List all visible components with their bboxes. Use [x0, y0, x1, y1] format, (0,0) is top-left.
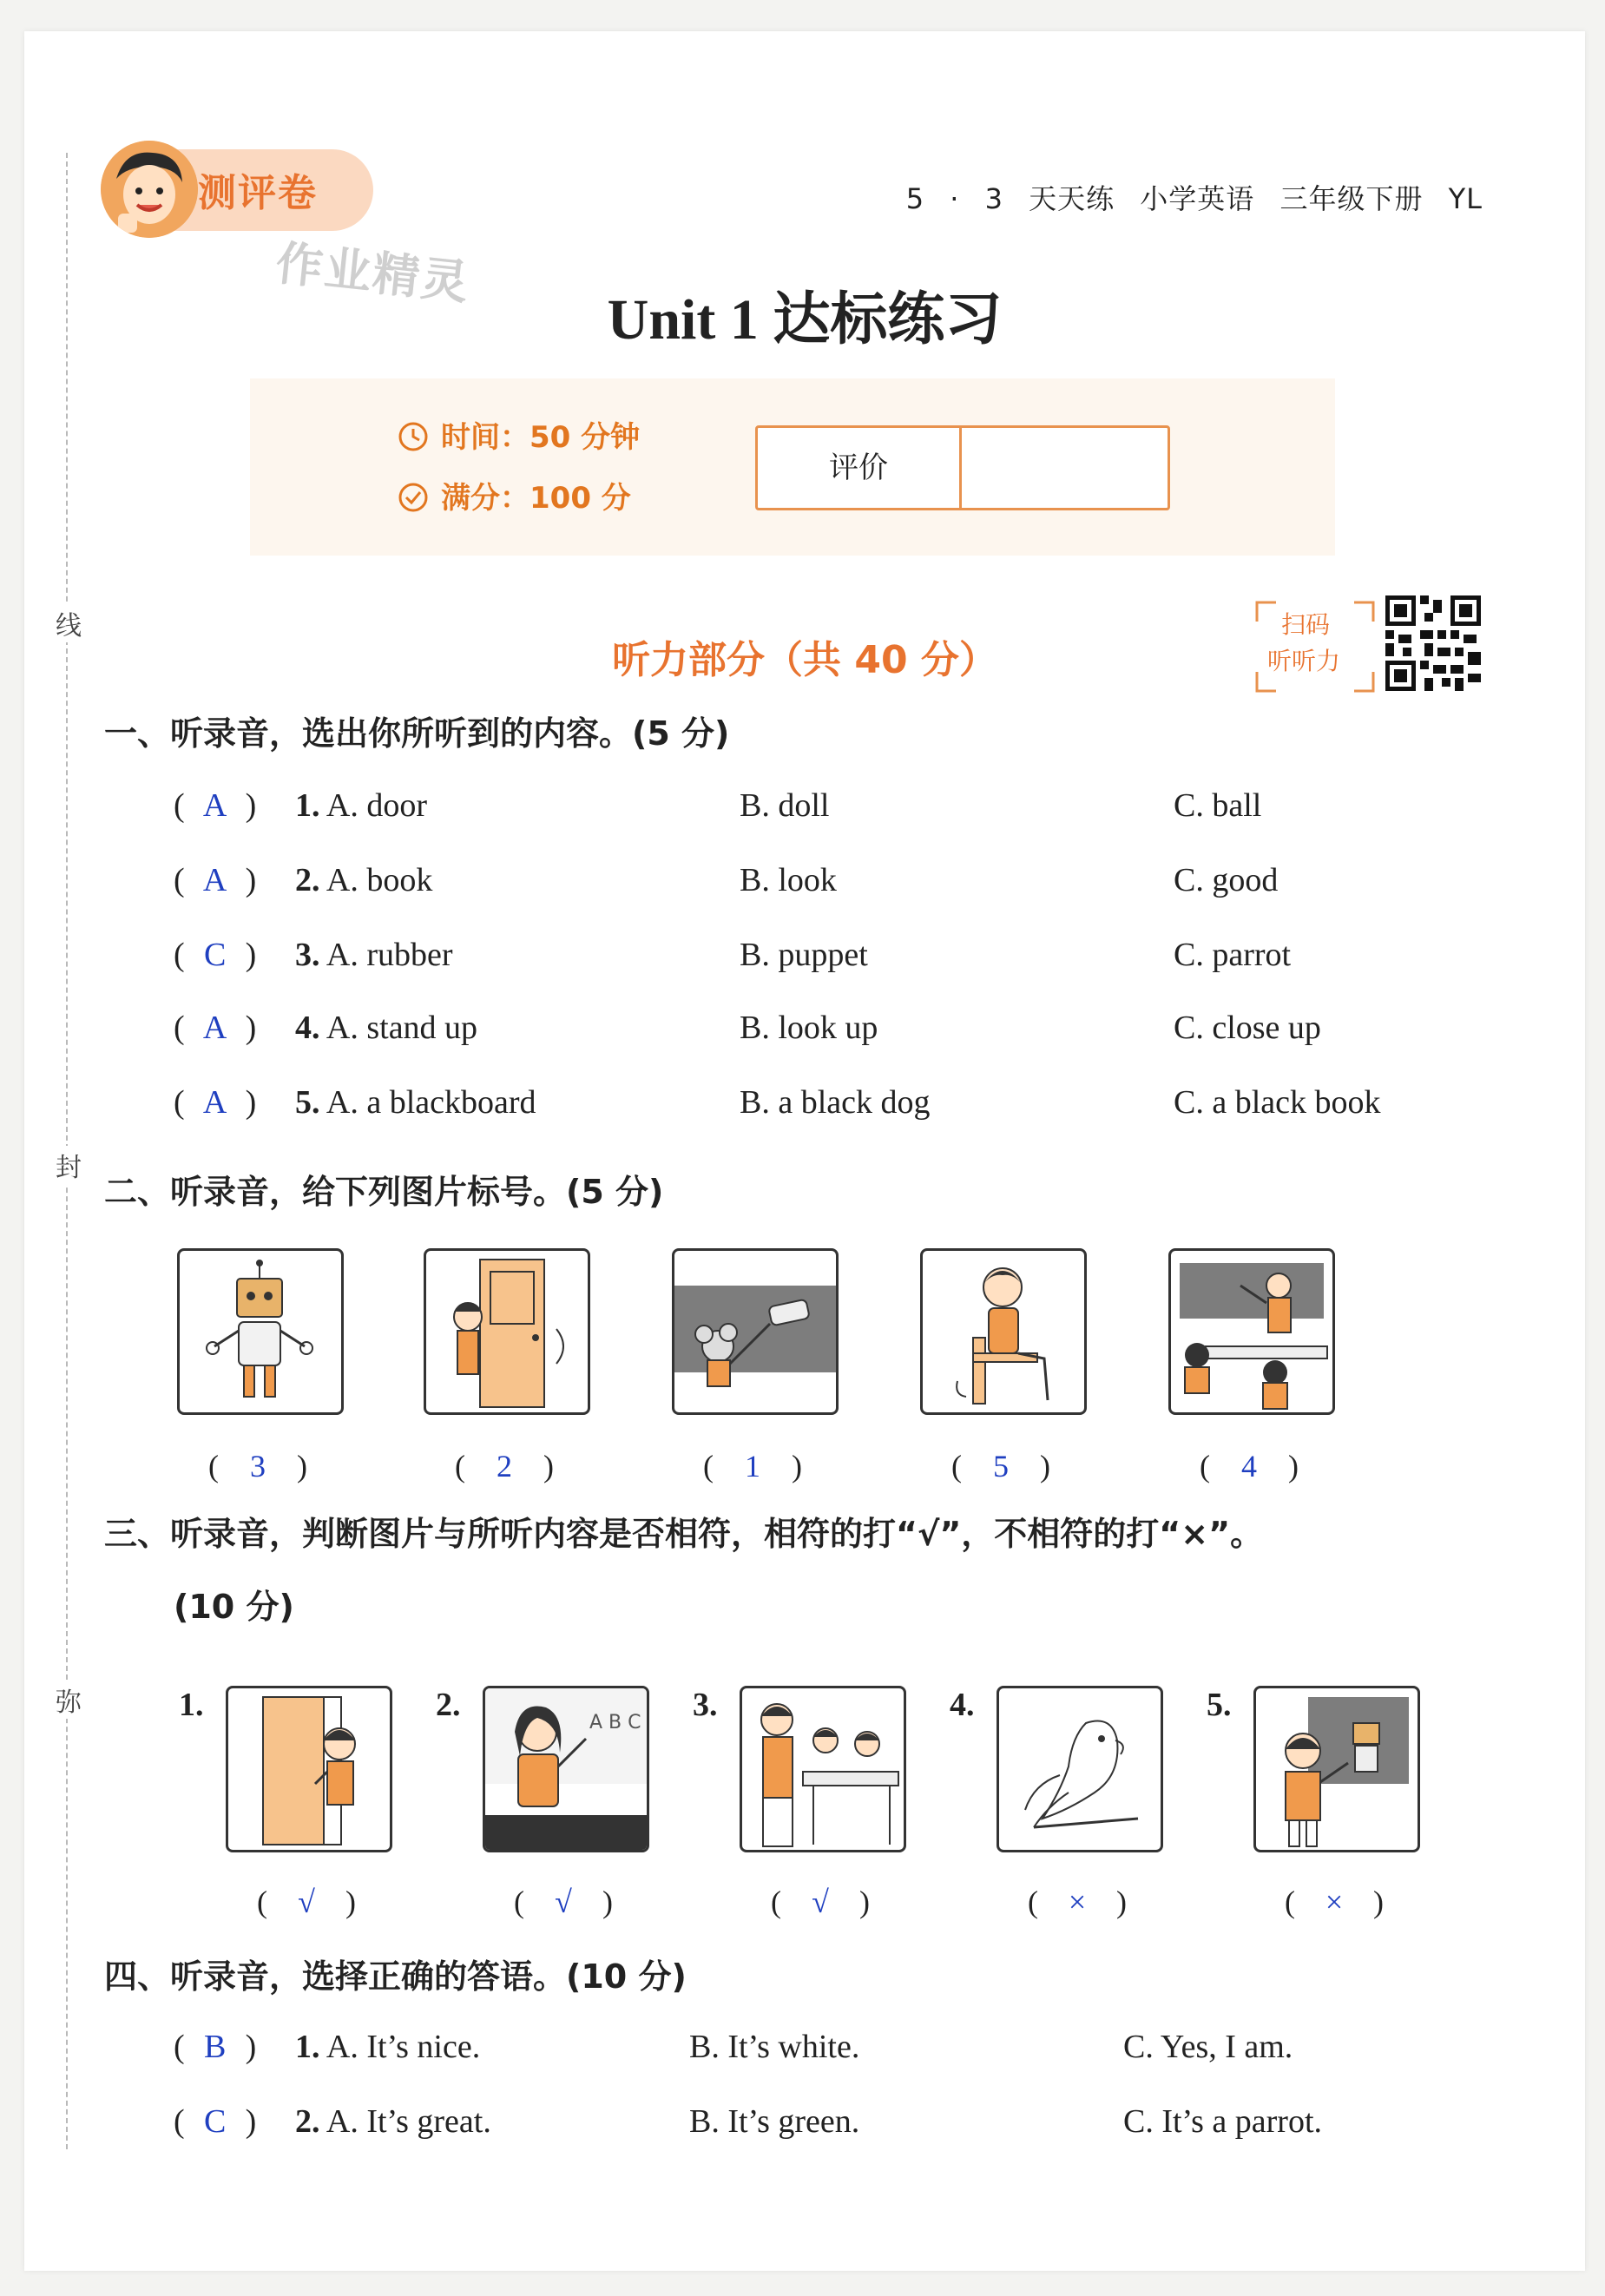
answer-bracket[interactable]: ( C )	[174, 2103, 257, 2140]
question-number: 2.	[295, 862, 320, 898]
option-c: C. It’s a parrot.	[1123, 2103, 1323, 2140]
option-a: A. a blackboard	[326, 1084, 536, 1121]
question-number: 1.	[295, 787, 320, 824]
binding-label-feng: 封	[56, 1146, 78, 1184]
s1-question-3	[174, 936, 1528, 974]
mascot-icon	[101, 141, 198, 238]
evaluation-label: 评价	[758, 428, 962, 508]
qr-code-icon[interactable]	[1385, 595, 1481, 691]
question-number: 1.	[295, 2029, 320, 2065]
parrot-picture	[997, 1686, 1163, 1852]
evaluation-value[interactable]	[963, 428, 1168, 508]
option-c: C. good	[1174, 862, 1279, 898]
s3-answer-4[interactable]: ( × )	[1028, 1885, 1127, 1919]
s1-question-1	[174, 786, 1528, 825]
s4-question-2	[174, 2102, 1528, 2141]
watermark-text: 作业精灵	[273, 235, 473, 311]
option-a: A. stand up	[326, 1010, 478, 1046]
s2-answer-4[interactable]: ( 5 )	[951, 1449, 1050, 1484]
teacher-classroom-picture	[1168, 1248, 1335, 1415]
s2-answer-2[interactable]: ( 2 )	[455, 1449, 554, 1484]
s2-answer-3[interactable]: ( 1 )	[703, 1449, 802, 1484]
answer-bracket[interactable]: ( A )	[174, 787, 257, 824]
check-circle-icon	[398, 482, 429, 513]
time-info	[398, 413, 640, 456]
s1-question-2	[174, 861, 1528, 899]
s3-answer-2[interactable]: ( √ )	[514, 1885, 613, 1919]
option-b: B. It’s white.	[689, 2029, 860, 2065]
section1-heading: 一、听录音，选出你所听到的内容。(5 分)	[104, 714, 730, 753]
question-number: 5.	[295, 1084, 320, 1121]
option-b: B. doll	[740, 787, 830, 824]
option-c: C. close up	[1174, 1010, 1321, 1046]
s2-answer-1[interactable]: ( 3 )	[208, 1449, 307, 1484]
answer-bracket[interactable]: ( C )	[174, 937, 257, 973]
section4-heading: 四、听录音，选择正确的答语。(10 分)	[104, 1957, 687, 1996]
option-a: A. It’s great.	[326, 2103, 491, 2140]
score-label: 满分：100 分	[441, 481, 631, 516]
option-c: C. parrot	[1174, 937, 1292, 973]
girl-opening-door-picture	[424, 1248, 590, 1415]
students-at-desk-picture	[740, 1686, 906, 1852]
answer-bracket[interactable]: ( A )	[174, 862, 257, 898]
s3-answer-1[interactable]: ( √ )	[257, 1885, 356, 1919]
section2-heading: 二、听录音，给下列图片标号。(5 分)	[104, 1173, 664, 1211]
option-b: B. a black dog	[740, 1084, 931, 1121]
teacher-blackboard-picture	[483, 1686, 649, 1852]
evaluation-box	[755, 425, 1170, 510]
question-number: 4.	[295, 1010, 320, 1046]
qr-caption-2: 听听力	[1267, 647, 1341, 675]
listening-part-title: 听力部分（共 40 分）	[612, 638, 997, 682]
qr-caption-1: 扫码	[1281, 610, 1331, 639]
boy-sitting-picture	[920, 1248, 1087, 1415]
svg-text:A B C: A B C	[589, 1712, 641, 1734]
option-a: A. door	[326, 787, 428, 824]
section3-heading: 三、听录音，判断图片与所听内容是否相符，相符的打“√”，不相符的打“×”。	[104, 1515, 1264, 1553]
option-c: C. a black book	[1174, 1084, 1381, 1121]
option-a: A. rubber	[326, 937, 453, 973]
answer-bracket[interactable]: ( B )	[174, 2029, 257, 2065]
answer-bracket[interactable]: ( A )	[174, 1010, 257, 1046]
robot-picture	[177, 1248, 344, 1415]
time-label: 时间：50 分钟	[441, 420, 641, 455]
binding-label-mi: 弥	[56, 1681, 78, 1719]
boy-robot-picture	[1253, 1686, 1420, 1852]
page-title: Unit 1 达标练习	[607, 288, 1003, 352]
option-b: B. puppet	[740, 937, 868, 973]
s3-number-1: 1.	[179, 1687, 204, 1723]
s3-number-3: 3.	[693, 1687, 718, 1723]
question-number: 3.	[295, 937, 320, 973]
s3-number-5: 5.	[1207, 1687, 1232, 1723]
option-c: C. ball	[1174, 787, 1262, 824]
mouse-eraser-picture	[672, 1248, 839, 1415]
s1-question-4	[174, 1009, 1528, 1047]
binding-label-xian: 线	[56, 604, 78, 642]
s3-answer-3[interactable]: ( √ )	[771, 1885, 870, 1919]
option-a: A. It’s nice.	[326, 2029, 481, 2065]
s1-question-5	[174, 1083, 1528, 1122]
option-b: B. look up	[740, 1010, 878, 1046]
question-number: 2.	[295, 2103, 320, 2140]
option-b: B. look	[740, 862, 837, 898]
answer-bracket[interactable]: ( A )	[174, 1084, 257, 1121]
series-info: 5 · 3 天天练 小学英语 三年级下册 YL	[905, 182, 1483, 215]
badge-label: 测评卷	[198, 171, 318, 215]
score-info	[398, 474, 631, 516]
worksheet-page	[24, 31, 1585, 2271]
s3-answer-5[interactable]: ( × )	[1285, 1885, 1384, 1919]
option-b: B. It’s green.	[689, 2103, 860, 2140]
option-c: C. Yes, I am.	[1123, 2029, 1293, 2065]
s4-question-1	[174, 2028, 1528, 2066]
s3-number-4: 4.	[950, 1687, 975, 1723]
s2-answer-5[interactable]: ( 4 )	[1200, 1449, 1299, 1484]
s3-number-2: 2.	[436, 1687, 461, 1723]
clock-icon	[398, 421, 429, 452]
section3-heading-points: (10 分)	[174, 1588, 294, 1626]
option-a: A. book	[326, 862, 433, 898]
boy-at-door-picture	[226, 1686, 392, 1852]
